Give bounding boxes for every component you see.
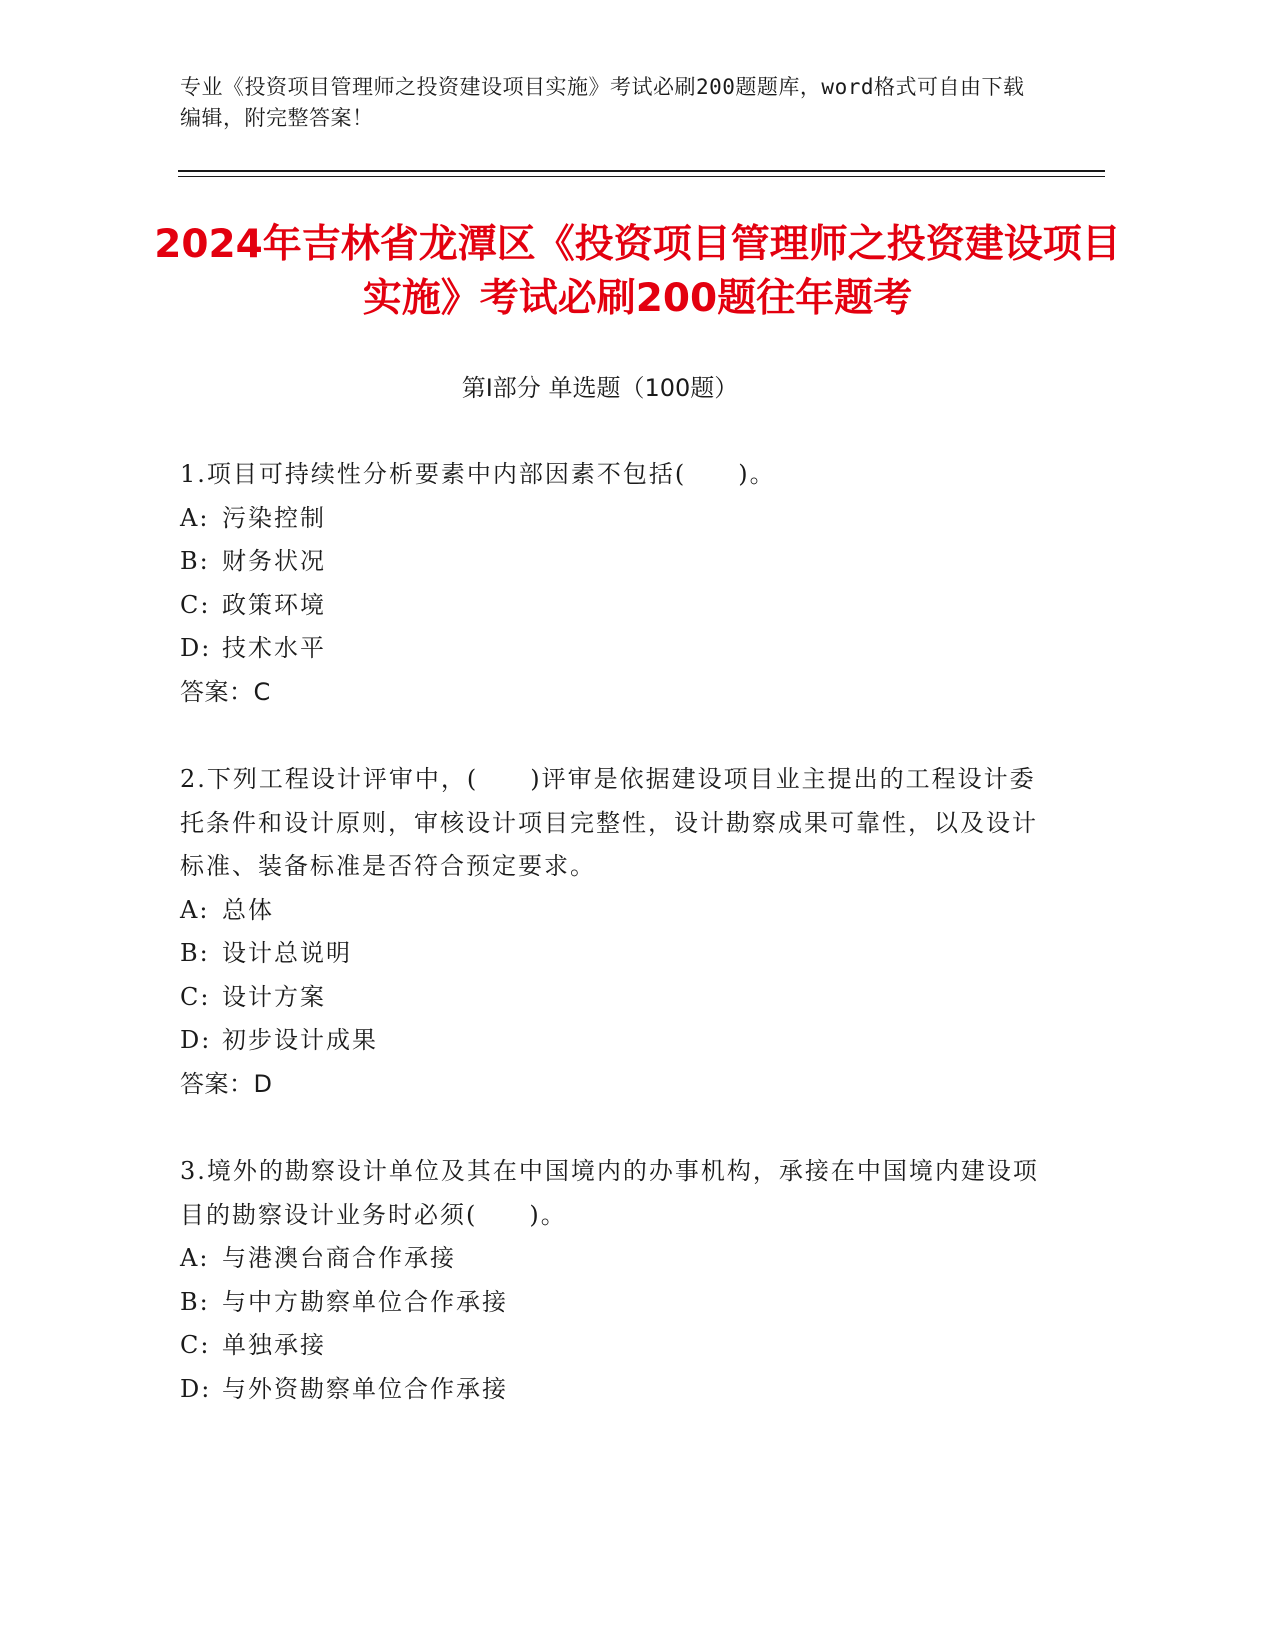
question-2 (180, 758, 1040, 1106)
option-text: 污染控制 (222, 503, 326, 532)
header-divider-thin (178, 176, 1105, 177)
option-text: 与港澳台商合作承接 (222, 1244, 456, 1272)
option-letter: D: (180, 634, 212, 662)
option-text: 初步设计成果 (222, 1026, 378, 1054)
option-letter: B: (180, 1287, 210, 1316)
option-letter: D: (180, 1026, 212, 1054)
option-c (180, 584, 1040, 628)
option-d (180, 627, 1040, 671)
option-text: 设计总说明 (222, 939, 352, 967)
header-note: 专业《投资项目管理师之投资建设项目实施》考试必刷200题题库，word格式可自由下载编辑，附完整答案！ (180, 75, 1025, 130)
option-c (180, 1324, 1040, 1368)
question-1 (180, 453, 1040, 714)
option-c (180, 976, 1040, 1020)
question-stem: 2.下列工程设计评审中，( )评审是依据建设项目业主提出的工程设计委托条件和设计原则，审核设计项目完整性，设计勘察成果可靠性，以及设计标准、装备标准是否符合预定要求。 (180, 765, 1038, 880)
option-text: 财务状况 (222, 547, 326, 575)
option-a (180, 497, 1040, 541)
option-letter: A: (180, 1244, 210, 1272)
option-letter: D: (180, 1374, 212, 1403)
option-a (180, 1237, 1040, 1281)
option-letter: C: (180, 982, 211, 1011)
option-letter: A: (180, 503, 210, 532)
question-stem: 3.境外的勘察设计单位及其在中国境内的办事机构，承接在中国境内建设项目的勘察设计业务时必须( )。 (180, 1157, 1039, 1229)
answer-line: 答案：C (180, 677, 271, 706)
option-text: 总体 (222, 895, 274, 924)
document-title: 2024年吉林省龙潭区《投资项目管理师之投资建设项目实施》考试必刷200题往年题考 (154, 222, 1121, 321)
option-d (180, 1019, 1040, 1063)
option-text: 政策环境 (222, 590, 326, 619)
option-letter: B: (180, 547, 210, 575)
option-text: 技术水平 (222, 634, 326, 662)
header-divider-thick (178, 170, 1105, 172)
option-letter: C: (180, 590, 211, 619)
question-3 (180, 1150, 1040, 1411)
question-stem: 1.项目可持续性分析要素中内部因素不包括( )。 (180, 460, 776, 488)
section-title: 第Ⅰ部分 单选题（100题） (461, 374, 739, 402)
option-a (180, 889, 1040, 933)
option-text: 单独承接 (222, 1331, 326, 1359)
option-text: 设计方案 (222, 982, 326, 1011)
option-b (180, 540, 1040, 584)
option-letter: B: (180, 939, 210, 967)
option-text: 与中方勘察单位合作承接 (222, 1287, 508, 1316)
answer-line: 答案：D (180, 1069, 273, 1098)
option-d (180, 1368, 1040, 1412)
option-b (180, 1281, 1040, 1325)
option-b (180, 932, 1040, 976)
option-letter: C: (180, 1331, 211, 1359)
option-text: 与外资勘察单位合作承接 (222, 1374, 508, 1403)
option-letter: A: (180, 895, 210, 924)
